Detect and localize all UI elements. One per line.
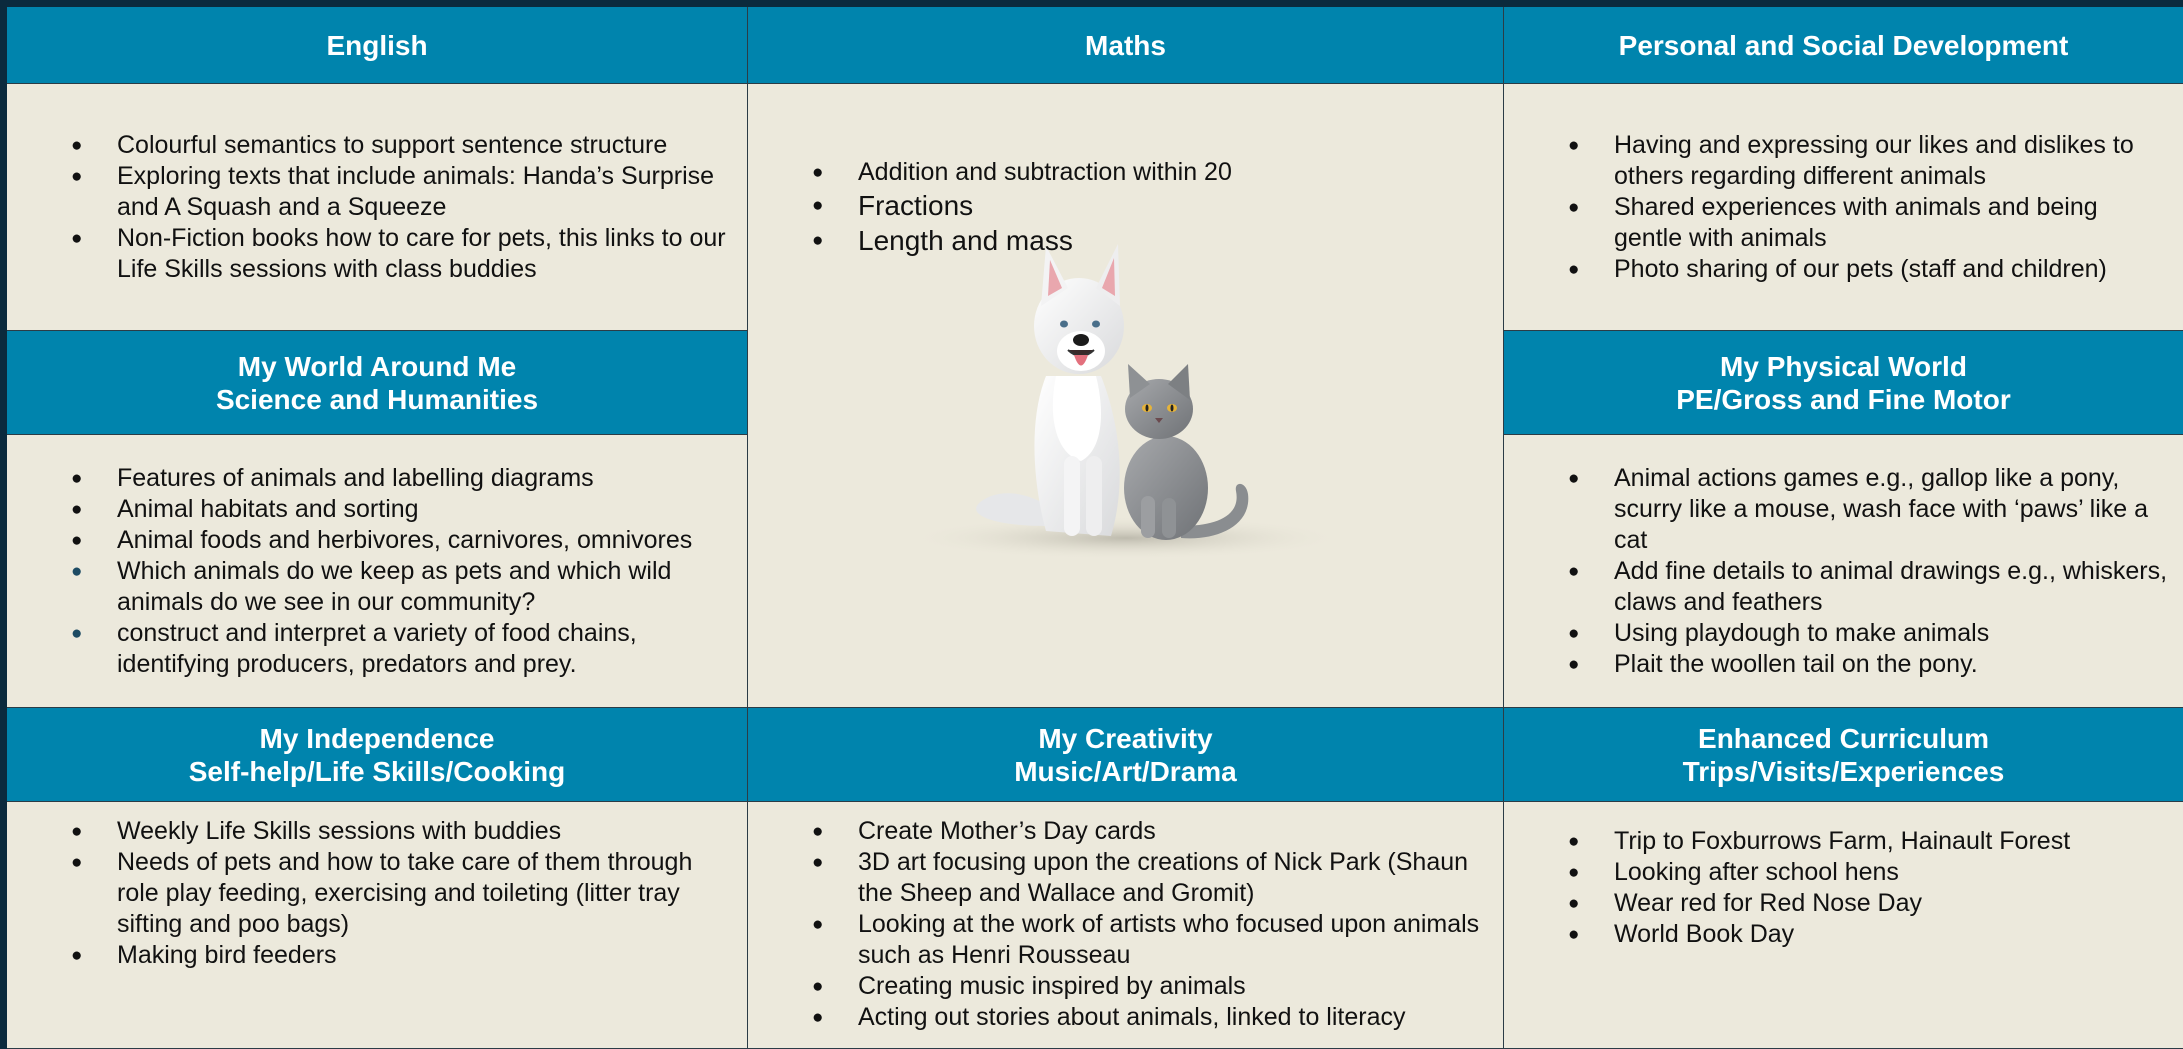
personal-social-list bbox=[1504, 130, 2183, 285]
world-around-title: My World Around Me bbox=[237, 350, 517, 382]
maths-header bbox=[748, 7, 1504, 84]
independence-list bbox=[7, 816, 747, 971]
list-item: ● Using playdough to make animals bbox=[1614, 618, 2171, 649]
physical-world-list bbox=[1504, 463, 2183, 680]
list-item: ● Addition and subtraction within 20 bbox=[858, 157, 1491, 188]
creativity-title: My Creativity bbox=[1038, 722, 1213, 754]
creativity-subtitle: Music/Art/Drama bbox=[1014, 755, 1237, 787]
list-item: ● Features of animals and labelling diagrams bbox=[117, 463, 735, 494]
world-around-body bbox=[7, 435, 748, 708]
physical-world-header bbox=[1504, 331, 2183, 435]
list-item: ● Acting out stories about animals, linked to literacy bbox=[858, 1002, 1491, 1033]
curriculum-grid bbox=[7, 7, 2183, 1049]
independence-title: My Independence bbox=[259, 722, 495, 754]
list-item: ● Looking after school hens bbox=[1614, 857, 2171, 888]
list-item: ● Animal habitats and sorting bbox=[117, 494, 735, 525]
english-body bbox=[7, 84, 748, 331]
enhanced-title: Enhanced Curriculum bbox=[1698, 722, 1989, 754]
personal-social-title: Personal and Social Development bbox=[1618, 29, 2069, 61]
english-title: English bbox=[326, 29, 428, 61]
list-item: ● Having and expressing our likes and dislikes to others regarding different animals bbox=[1614, 130, 2171, 192]
dog-cat-image bbox=[896, 226, 1356, 566]
list-item: ● Needs of pets and how to take care of them through role play feeding, exercising and toileting (litter tray sifting and poo bags) bbox=[117, 847, 735, 940]
list-item: ● Plait the woollen tail on the pony. bbox=[1614, 649, 2171, 680]
list-item: ● Creating music inspired by animals bbox=[858, 971, 1491, 1002]
world-around-list bbox=[7, 463, 747, 680]
list-item: ● Fractions bbox=[858, 188, 1491, 223]
list-item: ● Making bird feeders bbox=[117, 940, 735, 971]
list-item: ● Trip to Foxburrows Farm, Hainault Forest bbox=[1614, 826, 2171, 857]
list-item: ● Weekly Life Skills sessions with buddies bbox=[117, 816, 735, 847]
list-item: ● Length and mass bbox=[858, 223, 1491, 258]
list-item: ● Colourful semantics to support sentence structure bbox=[117, 130, 735, 161]
physical-world-body bbox=[1504, 435, 2183, 708]
independence-header bbox=[7, 708, 748, 802]
personal-social-body bbox=[1504, 84, 2183, 331]
list-item: ● Animal foods and herbivores, carnivores, omnivores bbox=[117, 525, 735, 556]
list-item: ● Which animals do we keep as pets and which wild animals do we see in our community? bbox=[117, 556, 735, 618]
english-header bbox=[7, 7, 748, 84]
world-around-header bbox=[7, 331, 748, 435]
independence-subtitle: Self-help/Life Skills/Cooking bbox=[188, 755, 566, 787]
enhanced-body bbox=[1504, 802, 2183, 1049]
list-item: ● World Book Day bbox=[1614, 919, 2171, 950]
list-item: ● Add fine details to animal drawings e.g., whiskers, claws and feathers bbox=[1614, 556, 2171, 618]
list-item: ● construct and interpret a variety of food chains, identifying producers, predators and prey. bbox=[117, 618, 735, 680]
list-item: ● Exploring texts that include animals: Handa’s Surprise and A Squash and a Squeeze bbox=[117, 161, 735, 223]
personal-social-header bbox=[1504, 7, 2183, 84]
list-item: ● Looking at the work of artists who focused upon animals such as Henri Rousseau bbox=[858, 909, 1491, 971]
enhanced-subtitle: Trips/Visits/Experiences bbox=[1682, 755, 2005, 787]
maths-list bbox=[748, 157, 1503, 258]
creativity-header bbox=[748, 708, 1504, 802]
list-item: ● 3D art focusing upon the creations of Nick Park (Shaun the Sheep and Wallace and Gromit) bbox=[858, 847, 1491, 909]
english-list bbox=[7, 130, 747, 285]
independence-body bbox=[7, 802, 748, 1049]
physical-world-subtitle: PE/Gross and Fine Motor bbox=[1676, 383, 2011, 415]
list-item: ● Shared experiences with animals and being gentle with animals bbox=[1614, 192, 2171, 254]
list-item: ● Photo sharing of our pets (staff and children) bbox=[1614, 254, 2171, 285]
enhanced-list bbox=[1504, 826, 2183, 950]
list-item: ● Non-Fiction books how to care for pets, this links to our Life Skills sessions with class buddies bbox=[117, 223, 735, 285]
list-item: ● Wear red for Red Nose Day bbox=[1614, 888, 2171, 919]
list-item: ● Animal actions games e.g., gallop like a pony, scurry like a mouse, wash face with ‘paws’ like a cat bbox=[1614, 463, 2171, 556]
creativity-body bbox=[748, 802, 1504, 1049]
list-item: ● Create Mother’s Day cards bbox=[858, 816, 1491, 847]
creativity-list bbox=[748, 816, 1503, 1033]
world-around-subtitle: Science and Humanities bbox=[215, 383, 539, 415]
physical-world-title: My Physical World bbox=[1720, 350, 1967, 382]
maths-title: Maths bbox=[1085, 29, 1166, 61]
enhanced-header bbox=[1504, 708, 2183, 802]
